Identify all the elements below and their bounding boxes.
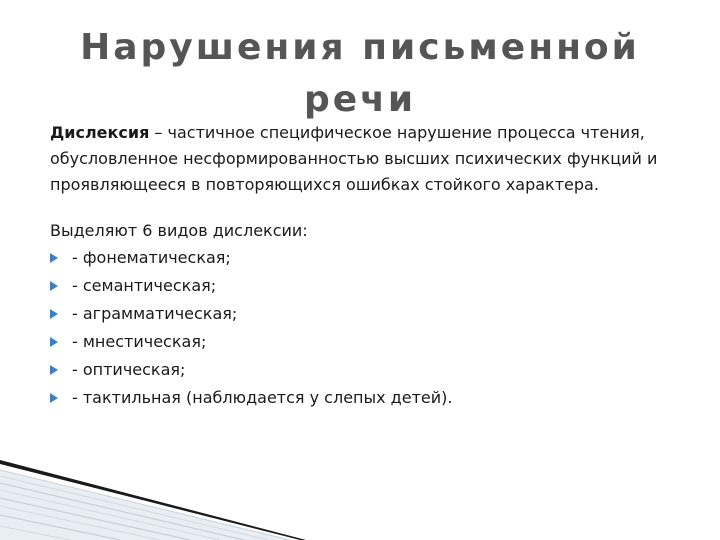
triangle-bullet-icon xyxy=(50,309,58,319)
list-item xyxy=(50,272,670,300)
triangle-bullet-icon xyxy=(50,393,58,403)
types-intro: Выделяют 6 видов дислексии: xyxy=(50,221,308,240)
slide-body xyxy=(50,120,670,412)
list-item-text: - мнестическая; xyxy=(72,332,207,351)
corner-decoration xyxy=(0,440,320,540)
list-item-text: - аграмматическая; xyxy=(72,304,238,323)
definition-text: – частичное специфическое нарушение процесса чтения, обусловленное несформированностью высших психических функций и проявляющееся в повторяющихся ошибках стойкого характера. xyxy=(50,123,658,194)
triangle-bullet-icon xyxy=(50,253,58,263)
definition-paragraph xyxy=(50,120,670,198)
list-item xyxy=(50,244,670,272)
definition-term: Дислексия xyxy=(50,123,150,142)
triangle-bullet-icon xyxy=(50,365,58,375)
triangle-bullet-icon xyxy=(50,281,58,291)
list-item-text: - фонематическая; xyxy=(72,248,231,267)
list-item xyxy=(50,300,670,328)
slide-title: Нарушения письменной речи xyxy=(80,27,640,120)
list-item xyxy=(50,356,670,384)
list-item-text: - тактильная (наблюдается у слепых детей). xyxy=(72,388,453,407)
list-item xyxy=(50,328,670,356)
dyslexia-types-list xyxy=(50,244,670,412)
list-item-text: - оптическая; xyxy=(72,360,186,379)
list-item-text: - семантическая; xyxy=(72,276,217,295)
list-item xyxy=(50,384,670,412)
triangle-bullet-icon xyxy=(50,337,58,347)
